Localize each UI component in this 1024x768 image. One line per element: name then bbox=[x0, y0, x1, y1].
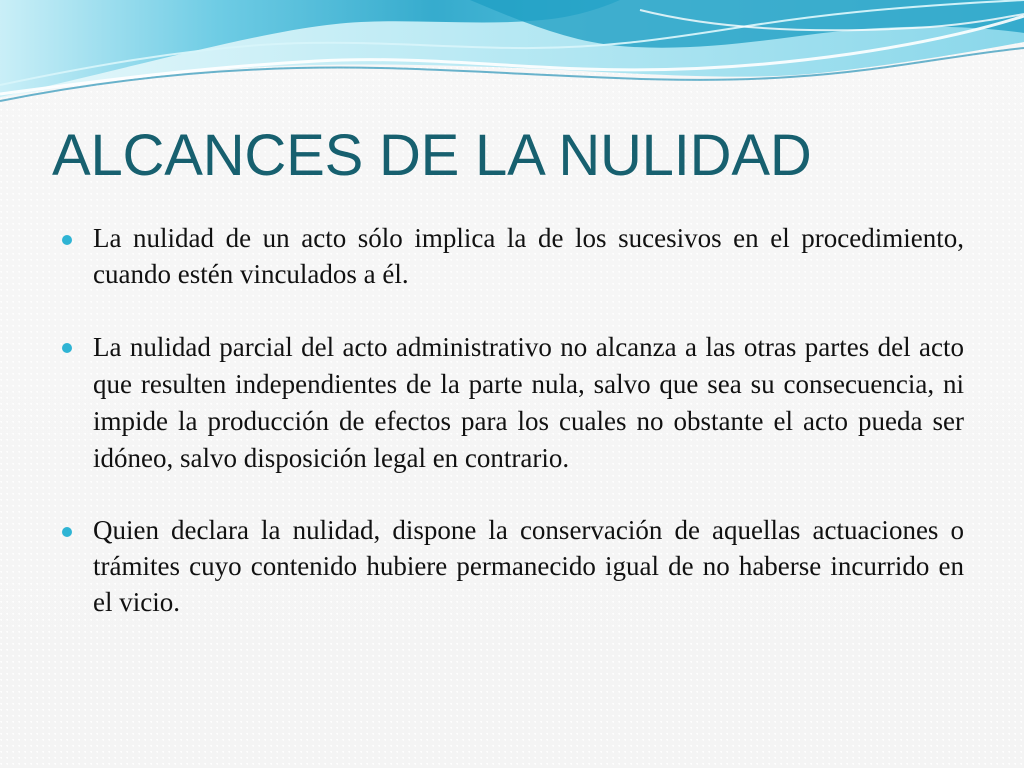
bullet-item bbox=[62, 513, 964, 620]
top-wave-decoration bbox=[0, 0, 1024, 115]
bullet-item bbox=[62, 329, 964, 476]
slide-title: ALCANCES DE LA NULIDAD bbox=[52, 123, 812, 188]
bullet-dot-icon bbox=[62, 343, 72, 353]
bullet-text: Quien declara la nulidad, dispone la conservación de aquellas actuaciones o trámites cuyo contenido hubiere permanecido igual de no haberse incurrido en el vicio. bbox=[93, 515, 964, 617]
bullet-list bbox=[62, 221, 964, 620]
bullet-item bbox=[62, 221, 964, 292]
bullet-dot-icon bbox=[62, 527, 72, 537]
bullet-text: La nulidad parcial del acto administrativo no alcanza a las otras partes del acto que resulten independientes de la parte nula, salvo que sea su consecuencia, ni impide la producción de efectos para los cuales no obstante el acto pueda ser idóneo, salvo disposición legal en contrario. bbox=[93, 332, 964, 473]
bullet-text: La nulidad de un acto sólo implica la de los sucesivos en el procedimiento, cuando estén vinculados a él. bbox=[93, 223, 964, 289]
bullet-dot-icon bbox=[62, 235, 72, 245]
